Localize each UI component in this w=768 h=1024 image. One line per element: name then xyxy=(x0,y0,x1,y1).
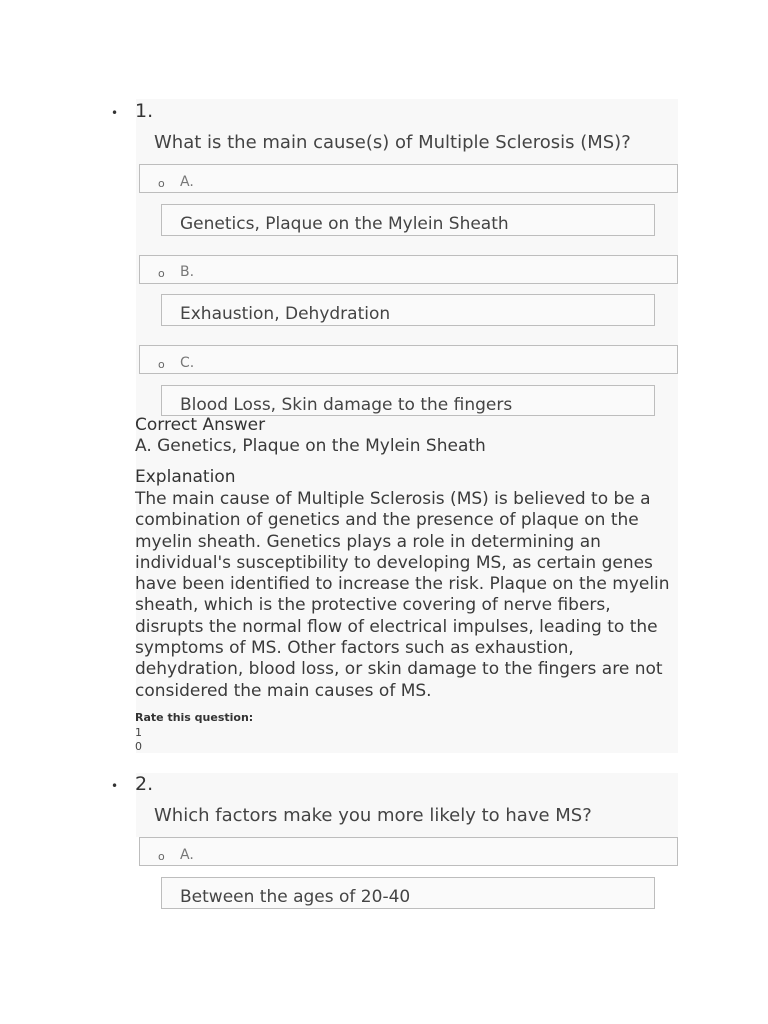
option-b-letter: B. xyxy=(180,264,195,280)
option-c-marker: o xyxy=(158,358,165,371)
rate-down-count[interactable]: 0 xyxy=(135,740,142,753)
option-c-letter: C. xyxy=(180,355,195,371)
question-1-text: What is the main cause(s) of Multiple Sclerosis (MS)? xyxy=(154,132,631,153)
question-1-number: 1. xyxy=(135,100,154,122)
option-a-text: Genetics, Plaque on the Mylein Sheath xyxy=(180,214,509,234)
explanation-text: The main cause of Multiple Sclerosis (MS) is believed to be a combination of genetics and the presence of plaque on the myelin sheath. Genetics plays a role in determining an individual's susceptibility to developing MS, as certain genes have been identified to increase the risk. Plaque on the myelin sheath, which is the protective covering of nerve fibers, disrupts the normal flow of electrical impulses, leading to the symptoms of MS. Other factors such as exhaustion, dehydration, blood loss, or skin damage to the fingers are not considered the main causes of MS. xyxy=(135,489,670,701)
option-b-letter-box[interactable] xyxy=(139,255,678,284)
question-1-bullet: • xyxy=(111,106,119,120)
option-b-marker: o xyxy=(158,267,165,280)
rate-question-label: Rate this question: xyxy=(135,711,254,724)
option-a-letter: A. xyxy=(180,847,194,863)
option-a-letter-box[interactable] xyxy=(139,164,678,193)
rate-up-count[interactable]: 1 xyxy=(135,726,142,739)
option-b-text: Exhaustion, Dehydration xyxy=(180,304,391,324)
correct-answer-label: Correct Answer xyxy=(135,415,266,435)
option-a-marker: o xyxy=(158,850,165,863)
question-2-text: Which factors make you more likely to have MS? xyxy=(154,805,592,826)
option-a-text: Between the ages of 20-40 xyxy=(180,887,411,907)
option-c-text: Blood Loss, Skin damage to the fingers xyxy=(180,395,513,415)
option-a-letter-box[interactable] xyxy=(139,837,678,866)
option-a-marker: o xyxy=(158,177,165,190)
explanation-label: Explanation xyxy=(135,467,236,487)
option-c-letter-box[interactable] xyxy=(139,345,678,374)
question-2-number: 2. xyxy=(135,773,154,795)
option-a-letter: A. xyxy=(180,174,194,190)
question-2-bullet: • xyxy=(111,779,119,793)
correct-answer-value: A. Genetics, Plaque on the Mylein Sheath xyxy=(135,436,486,456)
